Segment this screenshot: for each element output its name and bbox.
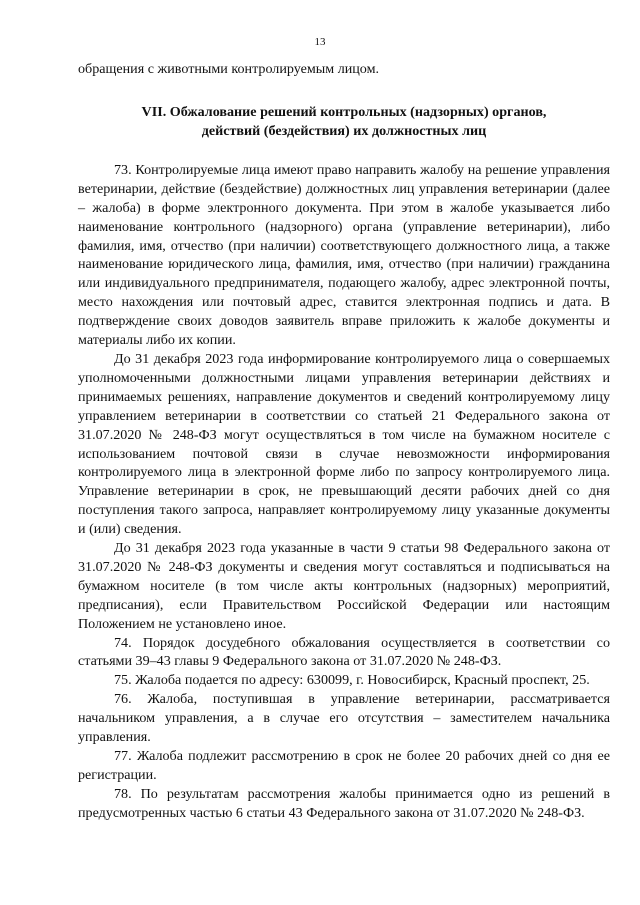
paragraph-75: 75. Жалоба подается по адресу: 630099, г. Новосибирск, Красный проспект, 25. [114, 672, 590, 689]
page-number: 13 [314, 36, 326, 48]
paragraph-74: 74. Порядок досудебного обжалования осуществляется в соответствии со статьями 39–43 главы 9 Федерального закона от 31.07.2020 № 248-ФЗ. [78, 634, 610, 670]
document-body [78, 60, 610, 823]
paragraph-78: 78. По результатам рассмотрения жалобы принимается одно из решений в предусмотренных частью 6 статьи 43 Федерального закона от 31.07.2020 № 248-ФЗ. [78, 785, 610, 821]
paragraph-information-2023: До 31 декабря 2023 года информирование контролируемого лица о совершаемых уполномоченными должностными лицами управления ветеринарии действиях и принимаемых решениях, направление документов и сведений контролируемому лицу управлением ветеринарии в соответствии со статьей 21 Федерального закона от 31.07.2020 № 248-ФЗ могут осуществляться в том числе на бумажном носителе с использованием почтовой связи в случае невозможности информирования контролируемого лица в электронной форме либо по запросу контролируемого лица. Управление ветеринарии в срок, не превышающий десяти рабочих дней со дня поступления такого запроса, направляет контролируемому лицу указанные документы и (или) сведения. [78, 350, 610, 538]
paragraph-73: 73. Контролируемые лица имеют право направить жалобу на решение управления ветеринарии, действие (бездействие) должностных лиц управления ветеринарии (далее – жалоба) в форме электронного документа. При этом в жалобе указывается либо наименование контрольного (надзорного) органа (управление ветеринарии), либо фамилия, имя, отчество (при наличии) соответствующего должностного лица, а также наименование юридического лица, фамилия, имя, отчество (при наличии) гражданина или индивидуального предпринимателя, подающего жалобу, адрес электронной почты, место нахождения или почтовый адрес, ставится электронная подпись и дата. В подтверждение своих доводов заявитель вправе приложить к жалобе документы и материалы либо их копии. [78, 161, 610, 349]
section-heading [78, 103, 610, 141]
section-heading-line-2: действий (бездействия) их должностных лиц [201, 122, 487, 139]
intro-line: обращения с животными контролируемым лицом. [78, 61, 380, 77]
paragraph-documents-2023: До 31 декабря 2023 года указанные в части 9 статьи 98 Федерального закона от 31.07.2020 № 248-ФЗ документы и сведения могут составляться и подписываться на бумажном носителе (в том числе акты контрольных (надзорных) мероприятий, предписания), если Правительством Российской Федерации или настоящим Положением не установлено иное. [78, 540, 610, 632]
paragraph-77: 77. Жалоба подлежит рассмотрению в срок не более 20 рабочих дней со дня ее регистрации. [78, 748, 610, 783]
section-heading-line-1: VII. Обжалование решений контрольных (надзорных) органов, [141, 103, 547, 120]
paragraph-76: 76. Жалоба, поступившая в управление ветеринарии, рассматривается начальником управления, а в случае его отсутствия – заместителем начальника управления. [78, 691, 610, 746]
